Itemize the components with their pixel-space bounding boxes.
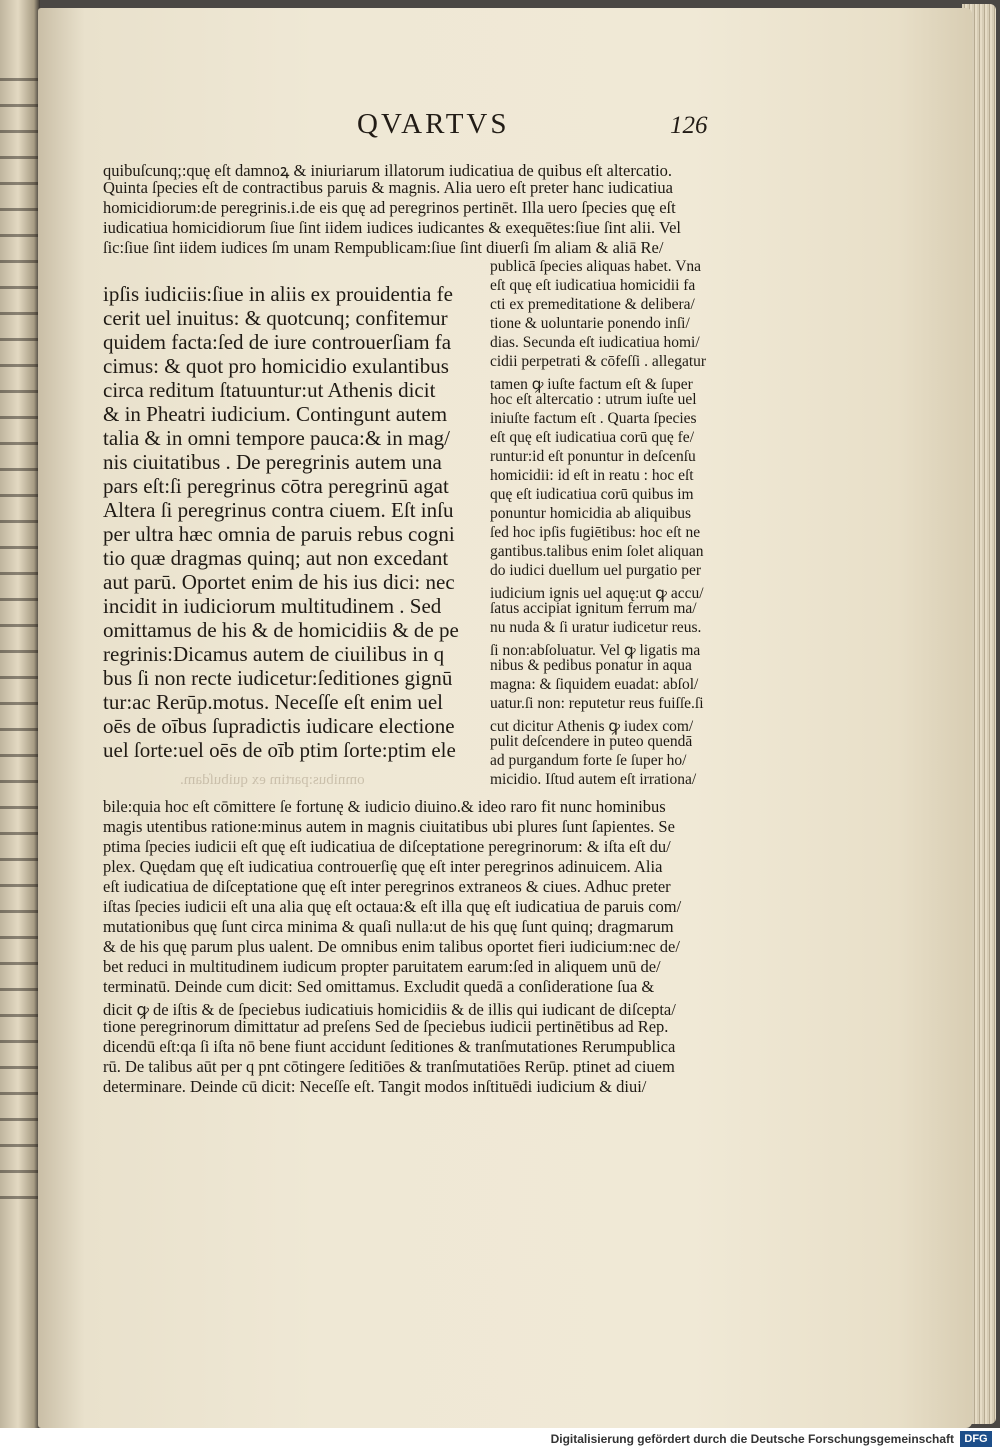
text-line: eſt quę eſt iudicatiua corū quę fe/ [490, 429, 694, 446]
text-line: magis utentibus ratione:minus autem in magnis ciuitatibus ubi plures ſunt ſapientes. Se [103, 817, 675, 836]
text-line: do iudici duellum uel purgatio per [490, 562, 702, 579]
text-line: publicā ſpecies aliquas habet. Vna [490, 258, 702, 275]
text-line: iudicium ignis uel aquę:ut ꝙ accu/ [490, 585, 704, 602]
text-line: uatur.ſi non: reputetur reus fuiſſe.ſi [490, 695, 704, 712]
page-header [0, 108, 1000, 148]
text-line: regrinis:Dicamus autem de ciuilibus in q [103, 642, 445, 666]
text-line: iſtas ſpecies iudicii eſt una alia quę eſt octaua:& eſt illa quę eſt iudicatiua de paruis com/ [103, 897, 682, 916]
text-line: hoc eſt altercatio : utrum iuſte uel [490, 391, 697, 408]
text-line: plex. Quędam quę eſt iudicatiua controuerſię quę eſt inter peregrinos adinuicem. Alia [103, 857, 663, 876]
text-line: & in Pheatri iudicium. Contingunt autem [103, 402, 448, 426]
text-line: mutationibus quę ſunt circa minima & quaſi nulla:ut de his quę ſunt quinq; dragmarum [103, 917, 674, 936]
text-line: ipſis iudiciis:ſiue in aliis ex prouidentia fe [103, 282, 453, 306]
text-line: bile:quia hoc eſt cōmittere ſe fortunę & iudicio diuino.& ideo raro fit nunc hominibus [103, 797, 666, 816]
text-line: bet reduci in multitudinem iudicum propter paruitatem earum:ſed in aliquem unū de/ [103, 957, 661, 976]
text-line: gantibus.talibus enim ſolet aliquan [490, 543, 704, 560]
text-line: iudicatiua homicidiorum ſiue ſint iidem iudices iudicantes & exequētes:ſiue ſint alii. Vel [103, 218, 681, 237]
text-line: per ultra hæc omnia de paruis rebus cogni [103, 522, 455, 546]
text-line: dias. Secunda eſt iudicatiua homi/ [490, 334, 700, 351]
text-line: quibuſcunq;:quę eſt damnoꝝ & iniuriarum illatorum iudicatiua de quibus eſt altercatio. [103, 161, 673, 180]
text-line: omittamus de his & de homicidiis & de pe [103, 618, 459, 642]
text-line: ſed hoc ipſis fugiētibus: hoc eſt ne [490, 524, 701, 541]
text-line: runtur:id eſt ponuntur in deſcenſu [490, 448, 696, 465]
text-line: cut dicitur Athenis ꝙ iudex com/ [490, 718, 694, 735]
text-line: micidio. Iſtud autem eſt irrationa/ [490, 771, 697, 788]
digitization-footer [0, 1428, 1000, 1452]
text-line: pulit deſcendere in puteo quendā [490, 733, 693, 750]
text-line: iniuſte factum eſt . Quarta ſpecies [490, 410, 697, 427]
text-line: homicidiorum:de peregrinis.i.de eis quę ad peregrinos pertinēt. Illa uero ſpecies quę eſt [103, 198, 676, 217]
text-line: ſi non:abſoluatur. Vel ꝙ ligatis ma [490, 642, 701, 659]
text-line: aut parū. Oportet enim de his ius dici: nec [103, 570, 455, 594]
running-title: QVARTVS [357, 108, 510, 140]
text-line: bus ſi non recte iudicetur:ſeditiones gignū [103, 666, 453, 690]
text-line: circa reditum ſtatuuntur:ut Athenis dicit [103, 378, 436, 402]
text-line: terminatū. Deinde cum dicit: Sed omittamus. Excludit quedā a conſideratione ſua & [103, 977, 655, 996]
text-line: ad purgandum forte ſe ſuper ho/ [490, 752, 687, 769]
text-line: cti ex premeditatione & delibera/ [490, 296, 695, 313]
dfg-logo-icon: DFG [960, 1431, 992, 1447]
folio-number: 126 [670, 112, 708, 139]
text-line: determinare. Deinde cū dicit: Neceſſe eſt. Tangit modos inſtituēdi iudicium & diui/ [103, 1077, 647, 1096]
text-line: Altera ſi peregrinus contra ciuem. Eſt inſu [103, 498, 454, 522]
bleed-through-text: omnibus:partim ex quibuſdam. [180, 772, 365, 788]
text-line: oēs de oībus ſupradictis iudicare electione [103, 714, 455, 738]
text-line: homicidii: id eſt in reatu : hoc eſt [490, 467, 694, 484]
text-line: magna: & ſiquidem euadat: abſol/ [490, 676, 699, 693]
text-line: talia & in omni tempore pauca:& in mag/ [103, 426, 450, 450]
text-line: uel ſorte:uel oēs de oīb ptim ſorte:ptim ele [103, 738, 456, 762]
text-line: quidem facta:ſed de iure controuerſiam fa [103, 330, 452, 354]
text-line: eſt quę eſt iudicatiua homicidii fa [490, 277, 696, 294]
text-line: incidit in iudiciorum multitudinem . Sed [103, 594, 442, 618]
text-line: rū. De talibus aūt per q pnt cōtingere ſeditiōes & tranſmutatiōes Rerūp. ptinet ad ciuem [103, 1057, 675, 1076]
text-line: eſt iudicatiua de diſceptatione quę eſt inter peregrinos extraneos & ciues. Adhuc preter [103, 877, 671, 896]
text-line: dicit ꝙ de iſtis & de ſpeciebus iudicatiuis homicidiis & de illis qui iudicant de diſcepta/ [103, 1000, 676, 1019]
text-line: quę eſt iudicatiua corū quibus im [490, 486, 694, 503]
text-line: ſatus accipiat ignitum ferrum ma/ [490, 600, 697, 617]
digitization-credit: Digitalisierung gefördert durch die Deutsche Forschungsgemeinschaft [550, 1432, 954, 1446]
text-line: & de his quę parum plus ualent. De omnibus enim talibus oportet fieri iudicium:nec de/ [103, 937, 680, 956]
text-line: nibus & pedibus ponatur in aqua [490, 657, 692, 674]
text-line: ponuntur homicidia ab aliquibus [490, 505, 692, 522]
text-line: tio quæ dragmas quinq; aut non excedant [103, 546, 449, 570]
text-line: dicendū eſt:qa ſi iſta nō bene fiunt accidunt ſeditiones & tranſmutationes Rerumpublica [103, 1037, 676, 1056]
text-line: pars eſt:ſi peregrinus cōtra peregrinū agat [103, 474, 449, 498]
text-line: cimus: & quot pro homicidio exulantibus [103, 354, 449, 378]
text-line: Quinta ſpecies eſt de contractibus paruis & magnis. Alia uero eſt preter hanc iudicatiua [103, 178, 673, 197]
text-line: nis ciuitatibus . De peregrinis autem una [103, 450, 442, 474]
text-line: nu nuda & ſi uratur iudicetur reus. [490, 619, 702, 636]
text-line: cerit uel inuitus: & quotcunq; confitemur [103, 306, 448, 330]
text-line: tamen ꝙ iuſte factum eſt & ſuper [490, 376, 693, 393]
text-line: ptima ſpecies iudicii eſt quę eſt iudicatiua de diſceptatione peregrinorum: & iſta eſt du/ [103, 837, 671, 856]
text-line: ſic:ſiue ſint iidem iudices ſm unam Rempublicam:ſiue ſint diuerſi ſm aliam & aliā Re/ [103, 238, 664, 257]
text-line: tione & uoluntarie ponendo inſi/ [490, 315, 690, 332]
text-line: cidii perpetrati & cōfeſſi . allegatur [490, 353, 707, 370]
facing-page-edge [0, 0, 40, 1428]
text-line: tur:ac Rerūp.motus. Neceſſe eſt enim uel [103, 690, 443, 714]
text-line: tione peregrinorum dimittatur ad preſens Sed de ſpeciebus iudicii pertinētibus ad Rep. [103, 1017, 669, 1036]
facing-page-text-fragments [0, 60, 38, 1200]
